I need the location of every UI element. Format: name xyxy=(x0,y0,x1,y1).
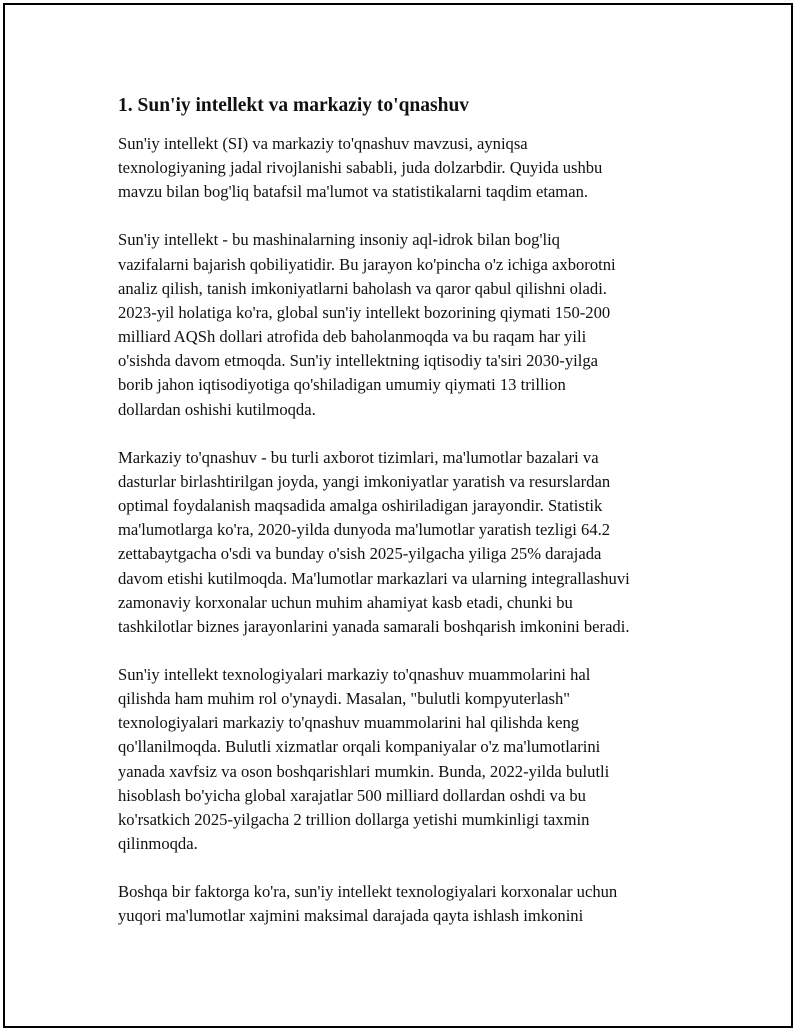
text-line: hisoblash bo'yicha global xarajatlar 500 milliard dollardan oshdi va bu xyxy=(118,785,586,805)
text-line: zamonaviy korxonalar uchun muhim ahamiyat kasb etadi, chunki bu xyxy=(118,592,573,612)
text-line: o'sishda davom etmoqda. Sun'iy intellektning iqtisodiy ta'siri 2030-yilga xyxy=(118,351,599,371)
text-line: qilinmoqda. xyxy=(118,834,198,854)
text-line: mavzu bilan bog'liq batafsil ma'lumot va statistikalarni taqdim etaman. xyxy=(118,182,589,202)
text-line: dollardan oshishi kutilmoqda. xyxy=(118,399,316,419)
paragraph-other-factor xyxy=(118,880,693,928)
text-line: dasturlar birlashtirilgan joyda, yangi imkoniyatlar yaratish va resurslardan xyxy=(118,471,611,491)
text-line: Sun'iy intellekt texnologiyalari markaziy to'qnashuv muammolarini hal xyxy=(118,664,591,684)
text-line: 2023-yil holatiga ko'ra, global sun'iy intellekt bozorining qiymati 150-200 xyxy=(118,302,611,322)
paragraph-cloud-computing xyxy=(118,663,693,856)
text-line: texnologiyaning jadal rivojlanishi sababli, juda dolzarbdir. Quyida ushbu xyxy=(118,158,603,178)
text-line: zettabaytgacha o'sdi va bunday o'sish 2025-yilgacha yiliga 25% darajada xyxy=(118,544,602,564)
text-line: Markaziy to'qnashuv - bu turli axborot tizimlari, ma'lumotlar bazalari va xyxy=(118,447,599,467)
text-line: ko'rsatkich 2025-yilgacha 2 trillion dollarga yetishi mumkinligi taxmin xyxy=(118,809,590,829)
text-line: milliard AQSh dollari atrofida deb baholanmoqda va bu raqam har yili xyxy=(118,327,587,347)
paragraph-central-convergence xyxy=(118,446,693,639)
paragraph-intro xyxy=(118,132,693,204)
text-line: Sun'iy intellekt (SI) va markaziy to'qnashuv mavzusi, ayniqsa xyxy=(118,134,528,153)
text-line: optimal foydalanish maqsadida amalga oshiriladigan jarayondir. Statistik xyxy=(118,496,603,516)
text-line: yuqori ma'lumotlar xajmini maksimal darajada qayta ishlash imkonini xyxy=(118,906,584,926)
text-line: texnologiyalari markaziy to'qnashuv muammolarini hal qilishda keng xyxy=(118,713,580,733)
text-line: Sun'iy intellekt - bu mashinalarning insoniy aql-idrok bilan bog'liq xyxy=(118,230,560,250)
text-line: ma'lumotlarga ko'ra, 2020-yilda dunyoda ma'lumotlar yaratish tezligi 64.2 xyxy=(118,520,611,540)
document-body xyxy=(118,92,693,953)
section-heading: 1. Sun'iy intellekt va markaziy to'qnashuv xyxy=(118,95,470,116)
text-line: borib jahon iqtisodiyotiga qo'shiladigan umumiy qiymati 13 trillion xyxy=(118,375,566,395)
text-line: vazifalarni bajarish qobiliyatidir. Bu jarayon ko'pincha o'z ichiga axborotni xyxy=(118,254,616,274)
text-line: qilishda ham muhim rol o'ynaydi. Masalan, "bulutli kompyuterlash" xyxy=(118,689,571,709)
text-line: davom etishi kutilmoqda. Ma'lumotlar markazlari va ularning integrallashuvi xyxy=(118,568,630,588)
text-line: qo'llanilmoqda. Bulutli xizmatlar orqali kompaniyalar o'z ma'lumotlarini xyxy=(118,737,601,757)
paragraph-ai-definition xyxy=(118,228,693,421)
text-line: Boshqa bir faktorga ko'ra, sun'iy intellekt texnologiyalari korxonalar uchun xyxy=(118,882,618,902)
text-line: tashkilotlar biznes jarayonlarini yanada samarali boshqarish imkonini beradi. xyxy=(118,616,630,636)
text-line: yanada xavfsiz va oson boshqarishlari mumkin. Bunda, 2022-yilda bulutli xyxy=(118,761,610,781)
text-line: analiz qilish, tanish imkoniyatlarni baholash va qaror qabul qilishni oladi. xyxy=(118,278,607,298)
